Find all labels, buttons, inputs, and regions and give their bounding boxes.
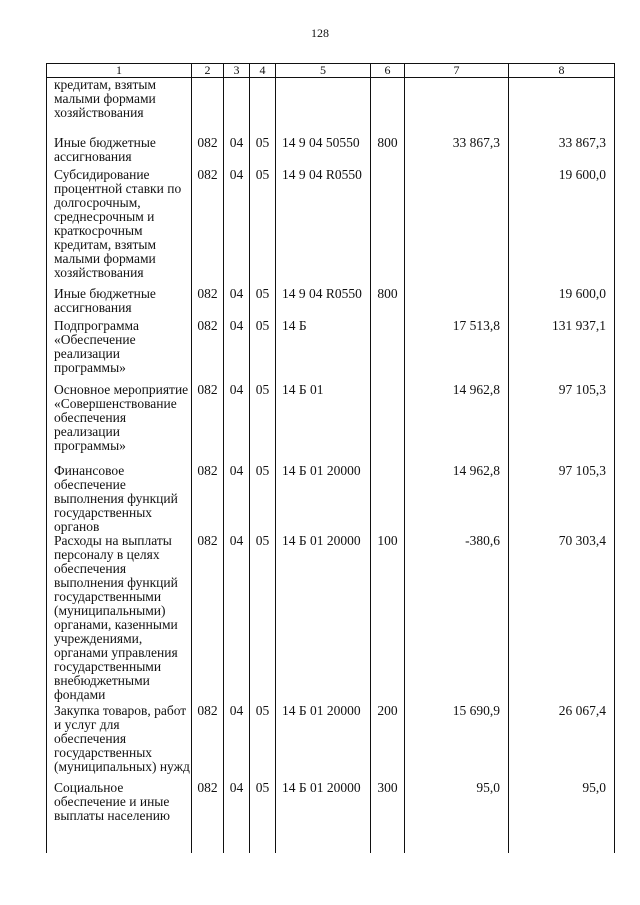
col-header-4: 4 bbox=[250, 64, 276, 78]
code-section: 04 bbox=[224, 319, 250, 383]
code-subsection: 05 bbox=[250, 383, 276, 464]
row-name: Социальное обеспечение и иные выплаты населению bbox=[47, 781, 192, 853]
amount-change: 95,0 bbox=[405, 781, 509, 853]
table-row bbox=[47, 136, 615, 168]
row-name: Подпрограмма «Обеспечение реализации программы» bbox=[47, 319, 192, 383]
amount-change: 14 962,8 bbox=[405, 383, 509, 464]
code-vr: 800 bbox=[371, 136, 405, 168]
table-row bbox=[47, 704, 615, 781]
col-header-8: 8 bbox=[509, 64, 615, 78]
code-target: 14 Б 01 20000 bbox=[276, 781, 371, 853]
code-section bbox=[224, 78, 250, 137]
amount-total bbox=[509, 78, 615, 137]
code-section: 04 bbox=[224, 168, 250, 287]
code-subsection: 05 bbox=[250, 704, 276, 781]
table-row bbox=[47, 781, 615, 853]
code-target: 14 Б 01 bbox=[276, 383, 371, 464]
code-vr: 200 bbox=[371, 704, 405, 781]
code-section: 04 bbox=[224, 136, 250, 168]
budget-table bbox=[46, 63, 615, 853]
table-row bbox=[47, 464, 615, 534]
table-body bbox=[47, 78, 615, 854]
amount-change bbox=[405, 168, 509, 287]
table-row bbox=[47, 287, 615, 319]
amount-total: 131 937,1 bbox=[509, 319, 615, 383]
code-grbs: 082 bbox=[192, 464, 224, 534]
col-header-3: 3 bbox=[224, 64, 250, 78]
row-name: Субсидирование процентной ставки по долгосрочным, среднесрочным и краткосрочным кредитам, взятым малыми формами хозяйствования bbox=[47, 168, 192, 287]
code-vr bbox=[371, 383, 405, 464]
row-name: Финансовое обеспечение выполнения функций государственных органов bbox=[47, 464, 192, 534]
amount-total: 19 600,0 bbox=[509, 168, 615, 287]
code-vr: 100 bbox=[371, 534, 405, 704]
code-target: 14 Б 01 20000 bbox=[276, 464, 371, 534]
code-subsection bbox=[250, 78, 276, 137]
code-subsection: 05 bbox=[250, 464, 276, 534]
col-header-1: 1 bbox=[47, 64, 192, 78]
row-name: Закупка товаров, работ и услуг для обеспечения государственных (муниципальных) нужд bbox=[47, 704, 192, 781]
code-subsection: 05 bbox=[250, 136, 276, 168]
table-row bbox=[47, 534, 615, 704]
code-target: 14 Б 01 20000 bbox=[276, 534, 371, 704]
code-section: 04 bbox=[224, 287, 250, 319]
code-grbs: 082 bbox=[192, 168, 224, 287]
table-row bbox=[47, 383, 615, 464]
code-grbs: 082 bbox=[192, 287, 224, 319]
amount-total: 33 867,3 bbox=[509, 136, 615, 168]
amount-change: 33 867,3 bbox=[405, 136, 509, 168]
amount-change: 15 690,9 bbox=[405, 704, 509, 781]
code-grbs: 082 bbox=[192, 534, 224, 704]
amount-total: 19 600,0 bbox=[509, 287, 615, 319]
code-grbs: 082 bbox=[192, 136, 224, 168]
amount-change: 14 962,8 bbox=[405, 464, 509, 534]
code-vr bbox=[371, 464, 405, 534]
col-header-6: 6 bbox=[371, 64, 405, 78]
row-name: кредитам, взятым малыми формами хозяйствования bbox=[47, 78, 192, 137]
code-target bbox=[276, 78, 371, 137]
code-vr: 800 bbox=[371, 287, 405, 319]
code-target: 14 Б 01 20000 bbox=[276, 704, 371, 781]
code-subsection: 05 bbox=[250, 168, 276, 287]
code-subsection: 05 bbox=[250, 319, 276, 383]
code-vr bbox=[371, 319, 405, 383]
code-target: 14 9 04 50550 bbox=[276, 136, 371, 168]
amount-total: 26 067,4 bbox=[509, 704, 615, 781]
code-target: 14 9 04 R0550 bbox=[276, 168, 371, 287]
code-grbs: 082 bbox=[192, 704, 224, 781]
code-section: 04 bbox=[224, 534, 250, 704]
amount-change bbox=[405, 287, 509, 319]
table-row bbox=[47, 78, 615, 137]
amount-total: 95,0 bbox=[509, 781, 615, 853]
code-grbs: 082 bbox=[192, 383, 224, 464]
amount-total: 70 303,4 bbox=[509, 534, 615, 704]
code-section: 04 bbox=[224, 383, 250, 464]
code-subsection: 05 bbox=[250, 534, 276, 704]
row-name: Иные бюджетные ассигнования bbox=[47, 287, 192, 319]
row-name: Расходы на выплаты персоналу в целях обеспечения выполнения функций государственными (муниципальными) органами, казенными учреждениями, органами управления государственными внебюджетными фондами bbox=[47, 534, 192, 704]
code-subsection: 05 bbox=[250, 287, 276, 319]
code-vr bbox=[371, 78, 405, 137]
code-target: 14 Б bbox=[276, 319, 371, 383]
code-target: 14 9 04 R0550 bbox=[276, 287, 371, 319]
code-grbs: 082 bbox=[192, 319, 224, 383]
table-row bbox=[47, 319, 615, 383]
amount-change: 17 513,8 bbox=[405, 319, 509, 383]
code-section: 04 bbox=[224, 464, 250, 534]
code-grbs bbox=[192, 78, 224, 137]
code-subsection: 05 bbox=[250, 781, 276, 853]
code-grbs: 082 bbox=[192, 781, 224, 853]
amount-total: 97 105,3 bbox=[509, 464, 615, 534]
row-name: Иные бюджетные ассигнования bbox=[47, 136, 192, 168]
col-header-2: 2 bbox=[192, 64, 224, 78]
table-row bbox=[47, 168, 615, 287]
row-name: Основное мероприятие «Совершенствование обеспечения реализации программы» bbox=[47, 383, 192, 464]
code-section: 04 bbox=[224, 781, 250, 853]
amount-change bbox=[405, 78, 509, 137]
code-vr bbox=[371, 168, 405, 287]
col-header-5: 5 bbox=[276, 64, 371, 78]
col-header-7: 7 bbox=[405, 64, 509, 78]
code-vr: 300 bbox=[371, 781, 405, 853]
amount-total: 97 105,3 bbox=[509, 383, 615, 464]
code-section: 04 bbox=[224, 704, 250, 781]
page-number: 128 bbox=[311, 26, 329, 40]
table-header-row bbox=[47, 64, 615, 78]
amount-change: -380,6 bbox=[405, 534, 509, 704]
